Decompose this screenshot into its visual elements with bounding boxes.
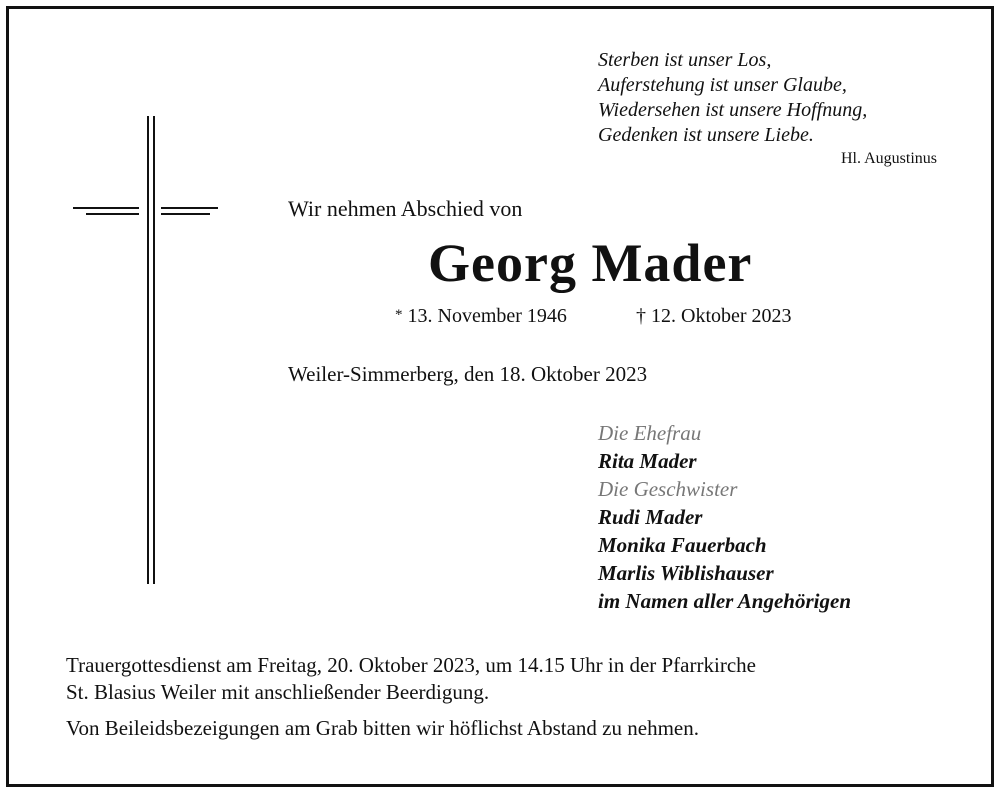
siblings-label: Die Geschwister	[598, 477, 738, 501]
death-date-text: 12. Oktober 2023	[651, 305, 792, 327]
sibling-name: Marlis Wiblishauser	[598, 561, 774, 585]
mourners	[598, 419, 851, 615]
birth-symbol: *	[395, 307, 403, 323]
spouse-label: Die Ehefrau	[598, 421, 702, 445]
service-info	[66, 652, 756, 742]
service-line: Trauergottesdienst am Freitag, 20. Oktober 2023, um 14.15 Uhr in der Pfarrkirche	[66, 653, 756, 677]
service-note: Von Beileidsbezeigungen am Grab bitten wir höflichst Abstand zu nehmen.	[66, 716, 699, 740]
deceased-name: Georg Mader	[428, 233, 753, 293]
quote-attribution: Hl. Augustinus	[840, 150, 937, 167]
mourners-closing: im Namen aller Angehörigen	[598, 589, 851, 613]
death-date	[636, 305, 792, 328]
spouse-name: Rita Mader	[598, 449, 697, 473]
intro-text: Wir nehmen Abschied von	[288, 196, 523, 221]
quote-line: Gedenken ist unsere Liebe.	[598, 124, 814, 146]
quote-line: Auferstehung ist unser Glaube,	[598, 74, 847, 96]
quote-line: Wiedersehen ist unsere Hoffnung,	[598, 99, 868, 121]
place-date: Weiler-Simmerberg, den 18. Oktober 2023	[288, 362, 648, 386]
death-symbol: †	[636, 305, 646, 327]
sibling-name: Monika Fauerbach	[598, 533, 767, 557]
quote	[598, 48, 867, 148]
service-line: St. Blasius Weiler mit anschließender Beerdigung.	[66, 680, 490, 704]
birth-date	[395, 305, 567, 328]
quote-line: Sterben ist unser Los,	[598, 49, 772, 71]
birth-date-text: 13. November 1946	[407, 305, 567, 327]
sibling-name: Rudi Mader	[598, 505, 703, 529]
